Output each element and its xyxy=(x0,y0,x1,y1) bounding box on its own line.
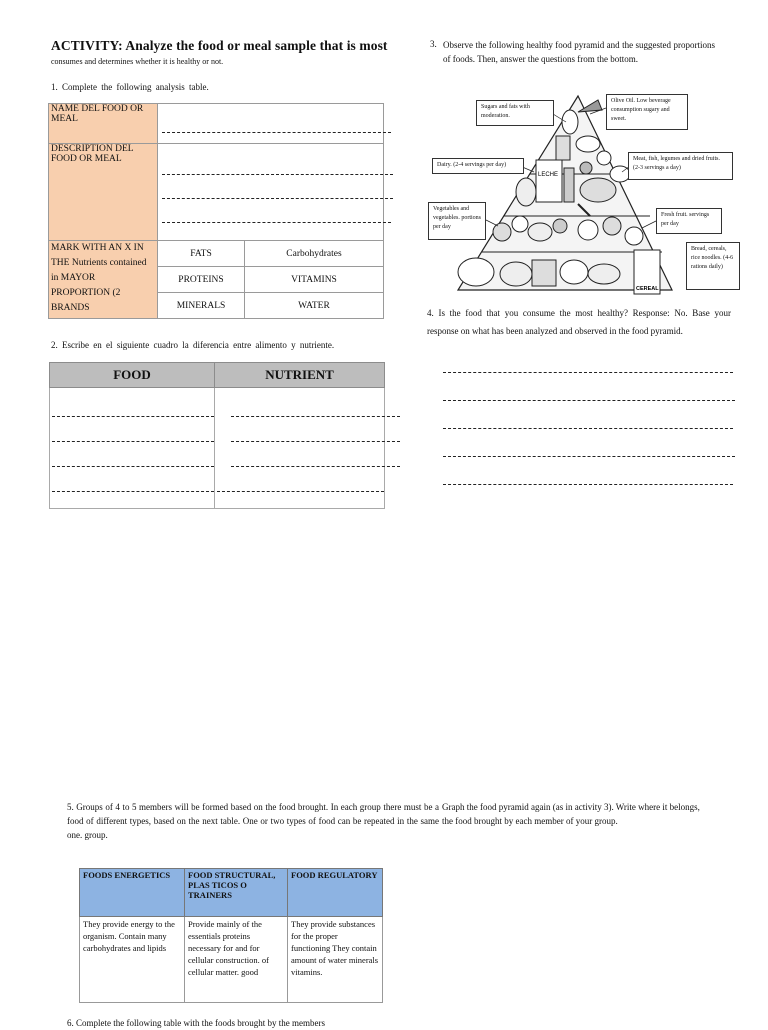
cell-regulatory: They provide substances for the proper functioning They contain amount of water minerals vitamins. xyxy=(288,917,383,1003)
answer-line xyxy=(52,441,214,442)
name-answer-cell[interactable] xyxy=(158,104,384,144)
question-3-number: 3. xyxy=(430,39,437,49)
question-1: 1. Complete the following analysis table. xyxy=(51,82,209,92)
cell-energetic: They provide energy to the organism. Contain many carbohydrates and lipids xyxy=(80,917,185,1003)
label-bread: Bread, cereals, rice noodles. (4-6 rations daily) xyxy=(686,242,740,290)
answer-line xyxy=(52,466,214,467)
activity-title: ACTIVITY: Analyze the food or meal sample that is most xyxy=(51,38,388,53)
answer-line[interactable] xyxy=(443,484,733,485)
answer-line xyxy=(231,441,400,442)
mark-label: MARK WITH AN X IN THE Nutrients contained in MAYOR PROPORTION (2 BRANDS xyxy=(49,241,158,319)
label-olive-oil: Olive Oil. Low beverage consumption sugary and sweet. xyxy=(606,94,688,130)
col-nutrient: NUTRIENT xyxy=(215,363,385,388)
answer-line[interactable] xyxy=(443,456,735,457)
label-vegetables: Vegetables and vegetables. portions per day xyxy=(428,202,486,240)
label-dairy: Dairy. (2-4 servings per day) xyxy=(432,158,524,174)
question-2: 2. Escribe en el siguiente cuadro la diferencia entre alimento y nutriente. xyxy=(51,340,335,350)
activity-subtitle: consumes and determines whether it is healthy or not. xyxy=(51,57,224,66)
food-pyramid xyxy=(428,92,740,300)
question-4: 4. Is the food that you consume the most healthy? Response: No. Base your response on what has been analyzed and observed in the food pyramid. xyxy=(427,308,731,336)
description-answer-cell[interactable] xyxy=(158,144,384,241)
label-sugars: Sugars and fats with moderation. xyxy=(476,100,554,126)
nutrient-answer-cell[interactable] xyxy=(215,388,385,509)
answer-line[interactable] xyxy=(443,428,733,429)
answer-line[interactable] xyxy=(443,400,735,401)
cell-structural: Provide mainly of the essentials proteins necessary for and for cellular construction. of cellular matter. good xyxy=(185,917,288,1003)
answer-line xyxy=(217,491,384,492)
col-food: FOOD xyxy=(50,363,215,388)
nutrient-vitamins[interactable]: VITAMINS xyxy=(245,267,384,293)
question-5: 5. Groups of 4 to 5 members will be formed based on the food brought. In each group there must be a food of different types, based on the next table. One or two types of food can be repeated in the same one. group. xyxy=(67,802,439,840)
nutrient-carbohydrates[interactable]: Carbohydrates xyxy=(245,241,384,267)
question-3: Observe the following healthy food pyramid and the suggested proportions of foods. Then, answer the questions from the bottom. xyxy=(443,40,715,64)
label-fruit: Fresh fruit. servings per day xyxy=(656,208,722,234)
answer-line xyxy=(162,132,391,133)
nutrient-fats[interactable]: FATS xyxy=(158,241,245,267)
description-label: DESCRIPTION DEL FOOD OR MEAL xyxy=(49,144,158,241)
nutrient-water[interactable]: WATER xyxy=(245,293,384,319)
question-6: 6. Complete the following table with the foods brought by the members xyxy=(67,1018,325,1028)
question-5-graph: Graph the food pyramid again (as in activity 3). Write where it belongs, the food brought by each member of your group. xyxy=(442,802,700,826)
food-types-table xyxy=(79,868,383,1003)
answer-line xyxy=(162,222,391,223)
food-nutrient-table xyxy=(49,362,385,509)
nutrient-proteins[interactable]: PROTEINS xyxy=(158,267,245,293)
milk-label: LECHE xyxy=(538,172,559,178)
label-meat: Meat, fish, legumes and dried fruits. (2-3 servings a day) xyxy=(628,152,733,180)
answer-line xyxy=(52,491,214,492)
answer-line xyxy=(231,466,400,467)
analysis-table xyxy=(48,103,384,319)
name-label: NAME DEL FOOD OR MEAL xyxy=(49,104,158,144)
answer-line xyxy=(162,198,393,199)
cereal-label: CEREAL xyxy=(636,286,659,292)
nutrient-minerals[interactable]: MINERALS xyxy=(158,293,245,319)
answer-line xyxy=(231,416,400,417)
answer-line[interactable] xyxy=(443,372,733,373)
header-structural: FOOD STRUCTURAL, PLAS TICOS O TRAINERS xyxy=(185,869,288,917)
food-answer-cell[interactable] xyxy=(50,388,215,509)
answer-line xyxy=(52,416,214,417)
header-regulatory: FOOD REGULATORY xyxy=(288,869,383,917)
header-energetic: FOODS ENERGETICS xyxy=(80,869,185,917)
answer-line xyxy=(162,174,393,175)
